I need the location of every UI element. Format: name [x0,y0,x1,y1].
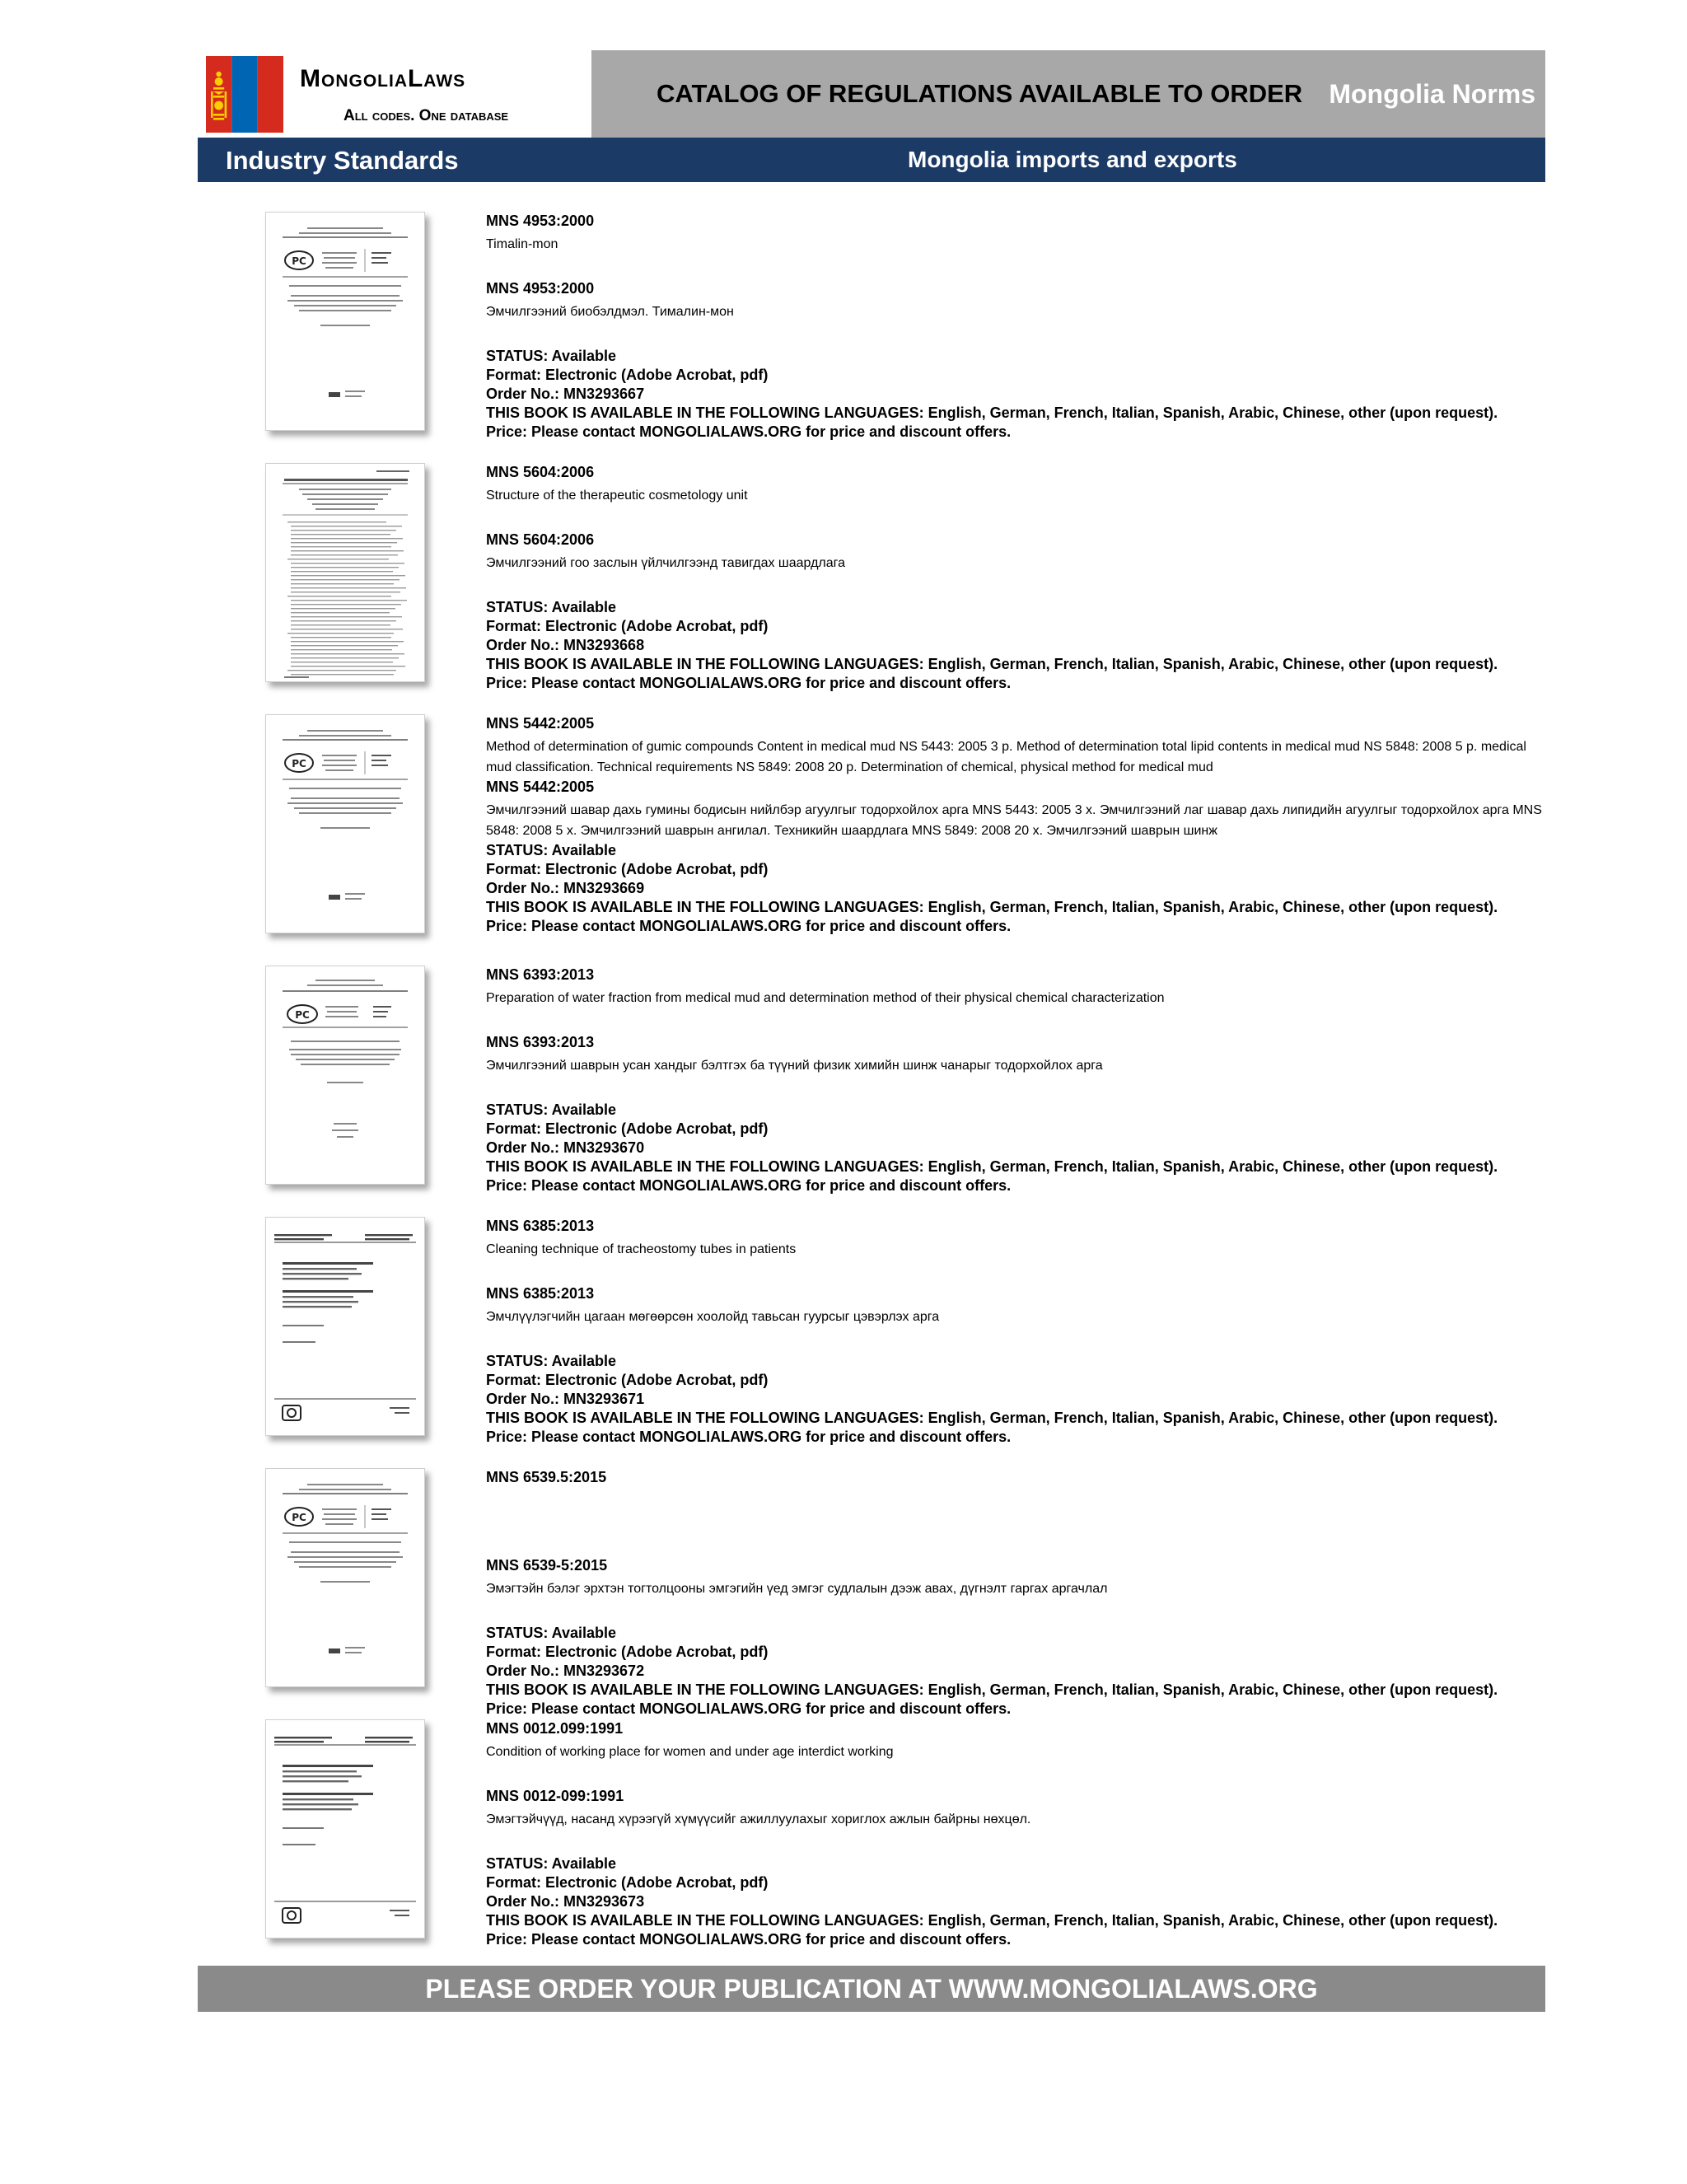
svg-text:РС: РС [292,758,306,769]
catalog-title: CATALOG OF REGULATIONS AVAILABLE TO ORDER [657,79,1303,108]
spacer [486,1260,1549,1284]
format-text: Format: Electronic (Adobe Acrobat, pdf) [486,618,769,634]
standard-code-en: MNS 5442:2005 [486,715,595,732]
standard-code-mn: MNS 6393:2013 [486,1034,595,1050]
entry-info [486,1468,1549,1719]
standard-code-en: MNS 0012.099:1991 [486,1720,624,1737]
order-number: Order No.: MN3293673 [486,1893,645,1910]
catalog-entry [198,212,1545,451]
standard-code-en: MNS 6393:2013 [486,966,595,983]
catalog-entry [198,714,1545,953]
standard-code-en: MNS 4953:2000 [486,213,595,229]
entry-info [486,212,1549,442]
languages-text: THIS BOOK IS AVAILABLE IN THE FOLLOWING LANGUAGES: English, German, French, Italian, Spanish, Arabic, Chinese, other (upon request). [486,656,1498,672]
section-bar [198,138,1545,182]
catalog-entry [198,1468,1545,1717]
standard-title-en: Timalin-mon [486,237,558,251]
standard-title-en: Method of determination of gumic compounds Content in medical mud NS 5443: 2005 3 p. Method of determination total lipid contents in medical mud NS 5848: 2008 5 p. medical mud classification. Technical requirements NS 5849: 2008 20 p. Determination of chemical, physical method for medical mud [486,740,1526,774]
format-text: Format: Electronic (Adobe Acrobat, pdf) [486,1372,769,1388]
entry-info [486,1217,1549,1447]
status-text: STATUS: Available [486,1855,617,1872]
spacer [486,573,1549,598]
svg-text:РС: РС [292,255,306,267]
entry-info [486,1719,1549,1949]
catalog-entry [198,463,1545,702]
spacer [486,1599,1549,1624]
norms-label: Mongolia Norms [1329,79,1535,109]
format-text: Format: Electronic (Adobe Acrobat, pdf) [486,1874,769,1891]
subsection-label: Mongolia imports and exports [908,147,1237,172]
price-text: Price: Please contact MONGOLIALAWS.ORG for price and discount offers. [486,1429,1012,1445]
entry-info [486,714,1549,936]
status-text: STATUS: Available [486,842,617,858]
spacer [486,1327,1549,1352]
standard-title-mn: Эмэгтэйн бэлэг эрхтэн тогтолцооны эмгэгийн үед эмгэг судлалын дээж авах, дүгнэлт гаргах аргачлал [486,1582,1108,1596]
document-cover-thumbnail[interactable] [265,1719,425,1938]
format-text: Format: Electronic (Adobe Acrobat, pdf) [486,861,769,877]
standard-title-mn: Эмчлүүлэгчийн цагаан мөгөөрсөн хоолойд тавьсан гуурсыг цэвэрлэх арга [486,1310,940,1324]
spacer [486,506,1549,531]
status-text: STATUS: Available [486,1353,617,1369]
standard-title-en: Preparation of water fraction from medical mud and determination method of their physical chemical characterization [486,991,1165,1005]
price-text: Price: Please contact MONGOLIALAWS.ORG for price and discount offers. [486,1177,1012,1194]
entry-info [486,966,1549,1195]
standard-title-mn: Эмчилгээний биобэлдмэл. Тималин-мон [486,305,734,319]
spacer [486,255,1549,279]
document-cover-thumbnail[interactable] [265,1468,425,1687]
document-cover-thumbnail[interactable] [265,463,425,682]
standard-code-mn: MNS 4953:2000 [486,280,595,297]
format-text: Format: Electronic (Adobe Acrobat, pdf) [486,367,769,383]
spacer [486,1008,1549,1033]
standard-title-en: Structure of the therapeutic cosmetology unit [486,489,748,503]
order-footer [198,1966,1545,2012]
standard-title-en [486,1490,1549,1511]
order-number: Order No.: MN3293670 [486,1139,645,1156]
brand-name: MongoliaLaws [300,65,466,92]
svg-text:РС: РС [295,1009,310,1021]
logo[interactable] [198,50,591,138]
languages-text: THIS BOOK IS AVAILABLE IN THE FOLLOWING LANGUAGES: English, German, French, Italian, Spanish, Arabic, Chinese, other (upon request). [486,1410,1498,1426]
spacer [486,1511,1549,1556]
order-number: Order No.: MN3293667 [486,386,645,402]
svg-text:РС: РС [292,1512,306,1523]
languages-text: THIS BOOK IS AVAILABLE IN THE FOLLOWING LANGUAGES: English, German, French, Italian, Spanish, Arabic, Chinese, other (upon request). [486,1158,1498,1175]
order-number: Order No.: MN3293671 [486,1391,645,1407]
price-text: Price: Please contact MONGOLIALAWS.ORG for price and discount offers. [486,918,1012,934]
standard-code-en: MNS 5604:2006 [486,464,595,480]
standard-code-mn: MNS 5442:2005 [486,779,595,795]
catalog-entry [198,966,1545,1204]
price-text: Price: Please contact MONGOLIALAWS.ORG for price and discount offers. [486,675,1012,691]
format-text: Format: Electronic (Adobe Acrobat, pdf) [486,1644,769,1660]
spacer [486,322,1549,347]
entry-info [486,463,1549,693]
spacer [486,1076,1549,1101]
order-number: Order No.: MN3293672 [486,1663,645,1679]
standard-code-en: MNS 6539.5:2015 [486,1469,607,1485]
page-header [198,50,1545,138]
document-cover-thumbnail[interactable] [265,714,425,933]
languages-text: THIS BOOK IS AVAILABLE IN THE FOLLOWING LANGUAGES: English, German, French, Italian, Spanish, Arabic, Chinese, other (upon request). [486,899,1498,915]
standard-title-en: Cleaning technique of tracheostomy tubes in patients [486,1242,797,1256]
price-text: Price: Please contact MONGOLIALAWS.ORG for price and discount offers. [486,1931,1012,1948]
standard-code-mn: MNS 6385:2013 [486,1285,595,1302]
languages-text: THIS BOOK IS AVAILABLE IN THE FOLLOWING LANGUAGES: English, German, French, Italian, Spanish, Arabic, Chinese, other (upon request). [486,1912,1498,1929]
catalog-entry [198,1719,1545,1958]
languages-text: THIS BOOK IS AVAILABLE IN THE FOLLOWING LANGUAGES: English, German, French, Italian, Spanish, Arabic, Chinese, other (upon request). [486,405,1498,421]
spacer [486,1830,1549,1854]
status-text: STATUS: Available [486,599,617,615]
status-text: STATUS: Available [486,348,617,364]
order-link[interactable]: PLEASE ORDER YOUR PUBLICATION AT WWW.MONGOLIALAWS.ORG [425,1974,1318,2004]
document-cover-thumbnail[interactable] [265,966,425,1185]
standard-title-mn: Эмчилгээний гоо заслын үйлчилгээнд тавигдах шаардлага [486,556,846,570]
standard-title-mn: Эмчилгээний шавар дахь гумины бодисын нийлбэр агуулгыг тодорхойлох арга MNS 5443: 2005 3 х. Эмчилгээний лаг шавар дахь липидийн агуулгыг тодорхойлох арга MNS 5848: 2008 5 х. Эмчилгээний шаврын ангилал. Техникийн шаардлага MNS 5849: 2008 20 х. Эмчилгээний шаврын шинж [486,803,1542,838]
document-cover-thumbnail[interactable] [265,1217,425,1436]
document-cover-thumbnail[interactable] [265,212,425,431]
brand-tagline: All codes. One database [343,107,509,124]
price-text: Price: Please contact MONGOLIALAWS.ORG for price and discount offers. [486,1700,1012,1717]
status-text: STATUS: Available [486,1101,617,1118]
format-text: Format: Electronic (Adobe Acrobat, pdf) [486,1120,769,1137]
spacer [486,1762,1549,1787]
standard-title-mn: Эмчилгээний шаврын усан хандыг бэлтгэх ба түүний физик химийн шинж чанарыг тодорхойлох арга [486,1059,1103,1073]
status-text: STATUS: Available [486,1625,617,1641]
catalog-banner [591,50,1545,138]
order-number: Order No.: MN3293668 [486,637,645,653]
standard-code-mn: MNS 0012-099:1991 [486,1788,624,1804]
mongolia-flag-icon [206,56,283,133]
order-number: Order No.: MN3293669 [486,880,645,896]
standard-title-mn: Эмэгтэйчүүд, насанд хүрээгүй хүмүүсийг ажиллуулахыг хориглох ажлын байрны нөхцөл. [486,1812,1031,1826]
languages-text: THIS BOOK IS AVAILABLE IN THE FOLLOWING LANGUAGES: English, German, French, Italian, Spanish, Arabic, Chinese, other (upon request). [486,1681,1498,1698]
catalog-entry [198,1217,1545,1456]
standard-title-en: Condition of working place for women and under age interdict working [486,1745,894,1759]
section-label: Industry Standards [226,146,459,175]
standard-code-mn: MNS 6539-5:2015 [486,1557,608,1574]
standard-code-mn: MNS 5604:2006 [486,531,595,548]
standard-code-en: MNS 6385:2013 [486,1218,595,1234]
price-text: Price: Please contact MONGOLIALAWS.ORG for price and discount offers. [486,423,1012,440]
